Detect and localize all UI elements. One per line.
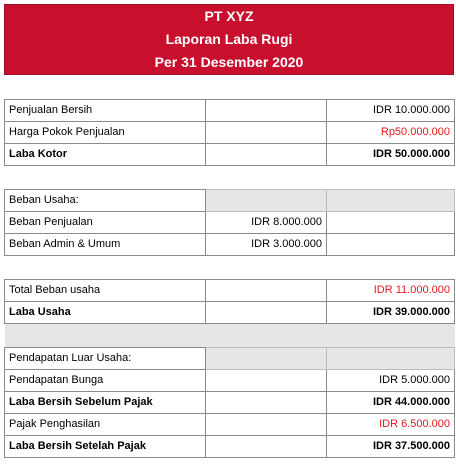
spacer-row xyxy=(5,165,455,189)
cell-label[interactable]: Penjualan Bersih xyxy=(5,99,206,121)
row-laba-sebelum-pajak xyxy=(5,391,455,413)
cell-label[interactable]: Beban Usaha: xyxy=(5,189,206,211)
cell-label[interactable]: Beban Admin & Umum xyxy=(5,233,206,255)
row-laba-usaha xyxy=(5,301,455,323)
cell-col3[interactable] xyxy=(327,233,455,255)
cell-col3[interactable]: IDR 39.000.000 xyxy=(327,301,455,323)
cell-col3[interactable]: IDR 6.500.000 xyxy=(327,413,455,435)
cell-col3[interactable]: IDR 5.000.000 xyxy=(327,369,455,391)
cell-label[interactable]: Laba Kotor xyxy=(5,143,206,165)
cell-col2[interactable] xyxy=(206,435,327,457)
cell-col2[interactable] xyxy=(206,391,327,413)
report-period: Per 31 Desember 2020 xyxy=(154,54,304,70)
row-pendapatan-bunga xyxy=(5,369,455,391)
cell-col3[interactable]: IDR 50.000.000 xyxy=(327,143,455,165)
cell-col2[interactable] xyxy=(206,121,327,143)
cell-col3[interactable]: IDR 44.000.000 xyxy=(327,391,455,413)
row-laba-kotor xyxy=(5,143,455,165)
cell-label[interactable]: Beban Penjualan xyxy=(5,211,206,233)
cell-label[interactable]: Laba Bersih Sebelum Pajak xyxy=(5,391,206,413)
cell-col3[interactable]: IDR 11.000.000 xyxy=(327,279,455,301)
cell-col3[interactable] xyxy=(327,347,455,369)
spacer-row-gray xyxy=(5,323,455,347)
report-title: Laporan Laba Rugi xyxy=(165,31,293,47)
cell-label[interactable]: Pendapatan Luar Usaha: xyxy=(5,347,206,369)
row-laba-setelah-pajak xyxy=(5,435,455,457)
income-statement-sheet xyxy=(4,4,454,458)
row-pendapatan-luar xyxy=(5,347,455,369)
cell-col2[interactable] xyxy=(206,279,327,301)
cell-col3[interactable] xyxy=(327,189,455,211)
cell-col2[interactable] xyxy=(206,369,327,391)
cell-col2[interactable] xyxy=(206,301,327,323)
cell-col3[interactable] xyxy=(327,211,455,233)
cell-col2[interactable]: IDR 8.000.000 xyxy=(206,211,327,233)
row-penjualan-bersih xyxy=(5,99,455,121)
cell-label[interactable]: Pendapatan Bunga xyxy=(5,369,206,391)
cell-label[interactable]: Laba Usaha xyxy=(5,301,206,323)
row-total-beban xyxy=(5,279,455,301)
row-beban-admin xyxy=(5,233,455,255)
cell-col3[interactable]: IDR 37.500.000 xyxy=(327,435,455,457)
cell-label[interactable]: Total Beban usaha xyxy=(5,279,206,301)
spacer-row xyxy=(5,255,455,279)
spacer-row xyxy=(5,75,455,99)
cell-label[interactable]: Pajak Penghasilan xyxy=(5,413,206,435)
row-beban-usaha xyxy=(5,189,455,211)
cell-col2[interactable] xyxy=(206,189,327,211)
company-name: PT XYZ xyxy=(204,8,254,24)
cell-label[interactable]: Laba Bersih Setelah Pajak xyxy=(5,435,206,457)
row-pajak xyxy=(5,413,455,435)
income-statement-table xyxy=(4,75,455,458)
cell-col2[interactable]: IDR 3.000.000 xyxy=(206,233,327,255)
cell-col3[interactable]: Rp50.000.000 xyxy=(327,121,455,143)
cell-col2[interactable] xyxy=(206,413,327,435)
cell-col2[interactable] xyxy=(206,143,327,165)
cell-col2[interactable] xyxy=(206,99,327,121)
report-header xyxy=(4,4,454,75)
row-hpp xyxy=(5,121,455,143)
row-beban-penjualan xyxy=(5,211,455,233)
cell-label[interactable]: Harga Pokok Penjualan xyxy=(5,121,206,143)
cell-col2[interactable] xyxy=(206,347,327,369)
cell-col3[interactable]: IDR 10.000.000 xyxy=(327,99,455,121)
